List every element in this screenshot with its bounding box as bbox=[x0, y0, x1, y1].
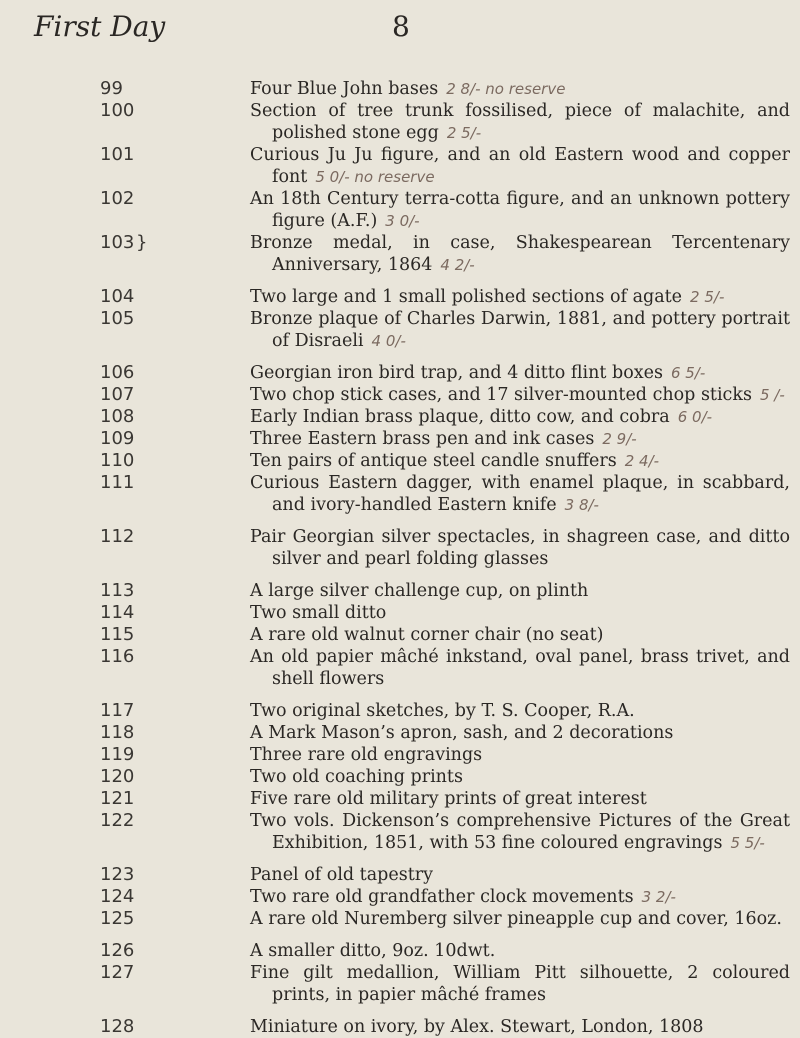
lot-number: 104 bbox=[100, 286, 135, 307]
lot-description-text: Bronze plaque of Charles Darwin, 1881, and pottery portrait of Disraeli bbox=[250, 309, 790, 351]
lot-item bbox=[0, 580, 800, 602]
lot-description-text: Two original sketches, by T. S. Cooper, R.A. bbox=[250, 701, 635, 721]
handwritten-price-note: 2 4/- bbox=[624, 452, 660, 470]
lot-item bbox=[0, 100, 800, 144]
lot-description bbox=[250, 962, 790, 1006]
lot-number: 109 bbox=[100, 428, 135, 449]
lot-item bbox=[0, 526, 800, 570]
lot-description-text: Three Eastern brass pen and ink cases bbox=[250, 429, 595, 449]
lot-description-text: A large silver challenge cup, on plinth bbox=[250, 581, 589, 601]
lot-item bbox=[0, 232, 800, 276]
lot-item bbox=[0, 78, 800, 100]
lot-item bbox=[0, 744, 800, 766]
lot-item bbox=[0, 384, 800, 406]
lot-item bbox=[0, 940, 800, 962]
handwritten-price-note: 2 5/- bbox=[446, 124, 482, 142]
lot-description bbox=[250, 940, 790, 962]
lot-item bbox=[0, 962, 800, 1006]
lot-description-text: Two chop stick cases, and 17 silver-mounted chop sticks bbox=[250, 385, 752, 405]
lot-description bbox=[250, 580, 790, 602]
lot-item bbox=[0, 810, 800, 854]
lot-description-text: Bronze medal, in case, Shakespearean Tercentenary Anniversary, 1864 bbox=[250, 233, 790, 275]
lot-item bbox=[0, 766, 800, 788]
lot-description-text: Ten pairs of antique steel candle snuffers bbox=[250, 451, 617, 471]
handwritten-price-note: 6 0/- bbox=[677, 408, 713, 426]
lot-item bbox=[0, 428, 800, 450]
lot-description-text: Fine gilt medallion, William Pitt silhouette, 2 coloured prints, in papier mâché frames bbox=[250, 963, 790, 1005]
lot-number: 114 bbox=[100, 602, 135, 623]
lot-number: 122 bbox=[100, 810, 135, 831]
handwritten-price-note: 5 /- bbox=[759, 386, 785, 404]
lot-description bbox=[250, 602, 790, 624]
lot-number: 119 bbox=[100, 744, 135, 765]
lot-description-text: Two vols. Dickenson’s comprehensive Pictures of the Great Exhibition, 1851, with 53 fine coloured engravings bbox=[250, 811, 790, 853]
lot-description-text: Miniature on ivory, by Alex. Stewart, London, 1808 bbox=[250, 1017, 704, 1037]
lot-number: 128 bbox=[100, 1016, 135, 1037]
lot-description bbox=[250, 308, 790, 352]
lot-description-text: Two large and 1 small polished sections of agate bbox=[250, 287, 683, 307]
lot-description bbox=[250, 766, 790, 788]
lot-item bbox=[0, 908, 800, 930]
lot-number: 113 bbox=[100, 580, 135, 601]
lot-item bbox=[0, 886, 800, 908]
lot-description-text: Four Blue John bases bbox=[250, 79, 439, 99]
lot-number: 120 bbox=[100, 766, 135, 787]
lot-item bbox=[0, 788, 800, 810]
lot-number: 107 bbox=[100, 384, 135, 405]
lot-description bbox=[250, 722, 790, 744]
lot-item bbox=[0, 472, 800, 516]
lot-description bbox=[250, 646, 790, 690]
page-title: First Day bbox=[34, 10, 166, 43]
lot-item bbox=[0, 286, 800, 308]
lot-description-text: A rare old Nuremberg silver pineapple cup and cover, 16oz. bbox=[250, 909, 782, 929]
lot-description bbox=[250, 428, 790, 450]
handwritten-price-note: 2 8/- no reserve bbox=[446, 80, 566, 98]
handwritten-price-note: 3 2/- bbox=[641, 888, 676, 906]
lot-description-text: Curious Ju Ju figure, and an old Eastern wood and copper font bbox=[250, 145, 790, 187]
lot-number: 117 bbox=[100, 700, 135, 721]
handwritten-price-note: 5 0/- no reserve bbox=[315, 168, 435, 186]
lot-description-text: A rare old walnut corner chair (no seat) bbox=[250, 625, 604, 645]
lot-number: 118 bbox=[100, 722, 135, 743]
handwritten-price-note: 5 5/- bbox=[730, 834, 765, 852]
lot-number: 111 bbox=[100, 472, 135, 493]
lot-description bbox=[250, 700, 790, 722]
lot-description bbox=[250, 78, 790, 100]
handwritten-price-note: 4 0/- bbox=[371, 332, 406, 350]
lot-item bbox=[0, 646, 800, 690]
lot-item bbox=[0, 406, 800, 428]
lot-number: 106 bbox=[100, 362, 135, 383]
lot-number: 127 bbox=[100, 962, 135, 983]
handwritten-price-note: 6 5/- bbox=[670, 364, 706, 382]
lot-description-text: A Mark Mason’s apron, sash, and 2 decorations bbox=[250, 723, 674, 743]
lot-number: 124 bbox=[100, 886, 135, 907]
lot-description bbox=[250, 188, 790, 232]
handwritten-price-note: 2 5/- bbox=[690, 288, 725, 306]
lot-description-text: Curious Eastern dagger, with enamel plaque, in scabbard, and ivory-handled Eastern knife bbox=[250, 473, 790, 515]
lot-description bbox=[250, 286, 790, 308]
lot-item bbox=[0, 624, 800, 646]
lot-number: 108 bbox=[100, 406, 135, 427]
lot-number: 102 bbox=[100, 188, 135, 209]
lot-number: 103 bbox=[100, 232, 135, 253]
handwritten-price-note: 3 8/- bbox=[564, 496, 599, 514]
lot-description bbox=[250, 864, 790, 886]
lot-number: 126 bbox=[100, 940, 135, 961]
lot-description-text: Three rare old engravings bbox=[250, 745, 483, 765]
lot-description bbox=[250, 406, 790, 428]
lot-item bbox=[0, 1016, 800, 1038]
lot-description bbox=[250, 362, 790, 384]
lot-description bbox=[250, 1016, 790, 1038]
lot-description-text: An old papier mâché inkstand, oval panel, brass trivet, and shell flowers bbox=[250, 647, 790, 689]
page-number: 8 bbox=[392, 10, 410, 43]
lot-bracket: } bbox=[136, 232, 148, 253]
lot-list bbox=[0, 78, 800, 1038]
lot-number: 116 bbox=[100, 646, 135, 667]
lot-description-text: Two small ditto bbox=[250, 603, 387, 623]
lot-description-text: Panel of old tapestry bbox=[250, 865, 433, 885]
lot-item bbox=[0, 450, 800, 472]
lot-number: 112 bbox=[100, 526, 135, 547]
handwritten-price-note: 3 0/- bbox=[385, 212, 420, 230]
lot-number: 125 bbox=[100, 908, 135, 929]
lot-number: 110 bbox=[100, 450, 135, 471]
lot-description bbox=[250, 144, 790, 188]
lot-number: 101 bbox=[100, 144, 135, 165]
lot-description-text: Two rare old grandfather clock movements bbox=[250, 887, 634, 907]
lot-number: 123 bbox=[100, 864, 135, 885]
lot-description bbox=[250, 908, 790, 930]
lot-item bbox=[0, 864, 800, 886]
lot-description bbox=[250, 744, 790, 766]
lot-description bbox=[250, 788, 790, 810]
lot-description bbox=[250, 100, 790, 144]
lot-description-text: An 18th Century terra-cotta figure, and an unknown pottery figure (A.F.) bbox=[250, 189, 790, 231]
lot-description-text: Pair Georgian silver spectacles, in shagreen case, and ditto silver and pearl folding glasses bbox=[250, 527, 790, 569]
lot-description bbox=[250, 232, 790, 276]
lot-description-text: Two old coaching prints bbox=[250, 767, 463, 787]
lot-item bbox=[0, 144, 800, 188]
lot-item bbox=[0, 700, 800, 722]
lot-description bbox=[250, 624, 790, 646]
lot-item bbox=[0, 362, 800, 384]
lot-number: 115 bbox=[100, 624, 135, 645]
lot-description-text: Early Indian brass plaque, ditto cow, and cobra bbox=[250, 407, 670, 427]
lot-item bbox=[0, 602, 800, 624]
lot-description-text: Georgian iron bird trap, and 4 ditto flint boxes bbox=[250, 363, 663, 383]
lot-description bbox=[250, 450, 790, 472]
lot-number: 100 bbox=[100, 100, 135, 121]
lot-number: 121 bbox=[100, 788, 135, 809]
lot-description bbox=[250, 526, 790, 570]
lot-description bbox=[250, 810, 790, 854]
lot-description bbox=[250, 472, 790, 516]
lot-description-text: Section of tree trunk fossilised, piece of malachite, and polished stone egg bbox=[250, 101, 790, 143]
lot-description bbox=[250, 886, 790, 908]
lot-item bbox=[0, 188, 800, 232]
handwritten-price-note: 4 2/- bbox=[440, 256, 475, 274]
lot-number: 105 bbox=[100, 308, 135, 329]
handwritten-price-note: 2 9/- bbox=[602, 430, 637, 448]
lot-item bbox=[0, 722, 800, 744]
lot-item bbox=[0, 308, 800, 352]
lot-description-text: Five rare old military prints of great interest bbox=[250, 789, 647, 809]
lot-description bbox=[250, 384, 790, 406]
lot-description-text: A smaller ditto, 9oz. 10dwt. bbox=[250, 941, 496, 961]
lot-number: 99 bbox=[100, 78, 123, 99]
